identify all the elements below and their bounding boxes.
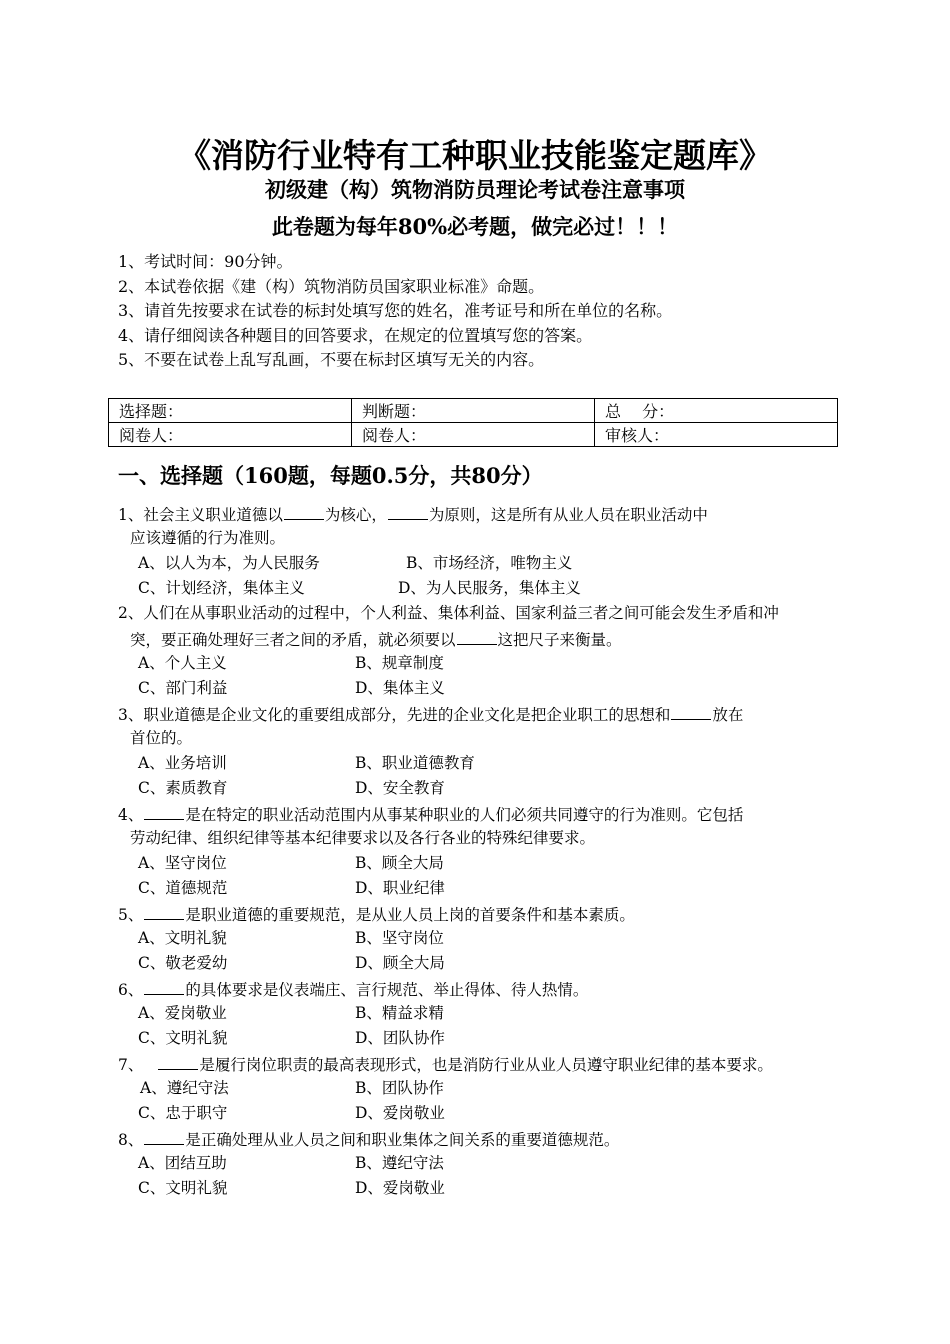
option-c: C、素质教育: [138, 779, 228, 797]
option-row: [118, 1001, 838, 1026]
exam-notes: [118, 250, 672, 373]
note-item: 1、考试时间：90分钟。: [118, 252, 293, 271]
question-list: [118, 501, 838, 1201]
option-row: [118, 551, 838, 576]
document-slogan: 此卷题为每年80%必考题，做完必过！！！: [271, 214, 679, 239]
option-row: [118, 876, 838, 901]
question-stem: 5、 是职业道德的重要规范，是从业人员上岗的首要条件和基本素质。: [118, 901, 838, 926]
option-d: D、顾全大局: [355, 954, 445, 972]
option-d: D、为人民服务，集体主义: [398, 579, 581, 597]
option-row: [118, 576, 838, 601]
score-table-row: [109, 399, 838, 423]
score-cell: 审核人：: [595, 423, 838, 447]
option-a: A、爱岗敬业: [138, 1004, 227, 1022]
question-stem: 1、社会主义职业道德以 为核心， 为原则，这是所有从业人员在职业活动中: [118, 501, 838, 526]
note-item: 5、不要在试卷上乱写乱画，不要在标封区填写无关的内容。: [118, 350, 545, 369]
question-stem: 7、 是履行岗位职责的最高表现形式，也是消防行业从业人员遵守职业纪律的基本要求。: [118, 1051, 838, 1076]
score-table-row: [109, 423, 838, 447]
option-c: C、部门利益: [138, 679, 228, 697]
option-b: B、职业道德教育: [355, 754, 475, 772]
question-stem-continued: 应该遵循的行为准则。: [130, 529, 286, 547]
option-d: D、集体主义: [355, 679, 445, 697]
document-subtitle: 初级建（构）筑物消防员理论考试卷注意事项: [265, 177, 685, 202]
option-c: C、文明礼貌: [138, 1179, 228, 1197]
option-c: C、道德规范: [138, 879, 228, 897]
option-row: [118, 776, 838, 801]
option-row: [118, 676, 838, 701]
option-c: C、忠于职守: [138, 1104, 228, 1122]
score-cell: 选择题：: [109, 399, 352, 423]
question-stem-continued: 首位的。: [130, 729, 193, 747]
note-item: 4、请仔细阅读各种题目的回答要求，在规定的位置填写您的答案。: [118, 325, 593, 345]
option-c: C、计划经济，集体主义: [138, 579, 305, 597]
option-b: B、市场经济，唯物主义: [406, 554, 573, 572]
option-row: [118, 951, 838, 976]
question-stem: 2、人们在从事职业活动的过程中，个人利益、集体利益、国家利益三者之间可能会发生矛盾和冲: [118, 604, 779, 622]
question-stem: 6、 的具体要求是仪表端庄、言行规范、举止得体、待人热情。: [118, 976, 838, 1001]
question-stem: 8、 是正确处理从业人员之间和职业集体之间关系的重要道德规范。: [118, 1126, 838, 1151]
answer-blank: [388, 501, 428, 520]
score-cell: 阅卷人：: [109, 423, 352, 447]
answer-blank: [144, 1126, 184, 1145]
option-row: [118, 1101, 838, 1126]
option-b: B、精益求精: [355, 1004, 444, 1022]
question-stem-continued: 突，要正确处理好三者之间的矛盾，就必须要以 这把尺子来衡量。: [118, 626, 838, 651]
score-table: [108, 398, 838, 447]
question-stem: 4、 是在特定的职业活动范围内从事某种职业的人们必须共同遵守的行为准则。它包括: [118, 801, 838, 826]
note-item: 2、本试卷依据《建（构）筑物消防员国家职业标准》命题。: [118, 276, 545, 296]
option-d: D、安全教育: [355, 779, 445, 797]
option-a: A、坚守岗位: [138, 854, 227, 872]
score-cell: 判断题：: [352, 399, 595, 423]
score-cell: 阅卷人：: [352, 423, 595, 447]
option-d: D、职业纪律: [355, 879, 445, 897]
option-row: [118, 851, 838, 876]
score-cell: 总 分：: [595, 399, 838, 423]
option-row: [118, 1151, 838, 1176]
answer-blank: [144, 976, 184, 995]
option-row: [118, 926, 838, 951]
note-item: 3、请首先按要求在试卷的标封处填写您的姓名，准考证号和所在单位的名称。: [118, 301, 673, 320]
option-d: D、爱岗敬业: [355, 1179, 445, 1197]
option-c: C、文明礼貌: [138, 1029, 228, 1047]
option-b: B、坚守岗位: [355, 929, 444, 947]
option-a: A、团结互助: [138, 1154, 227, 1172]
option-row: [118, 751, 838, 776]
question-stem: 3、职业道德是企业文化的重要组成部分，先进的企业文化是把企业职工的思想和 放在: [118, 701, 838, 726]
option-b: B、团队协作: [355, 1079, 444, 1097]
option-row: [118, 651, 838, 676]
answer-blank: [144, 801, 184, 820]
option-b: B、规章制度: [355, 654, 444, 672]
option-row: [118, 1076, 838, 1101]
answer-blank: [671, 701, 711, 720]
option-row: [118, 1026, 838, 1051]
option-a: A、以人为本，为人民服务: [138, 554, 320, 572]
option-a: A、业务培训: [138, 754, 227, 772]
option-a: A、遵纪守法: [140, 1079, 229, 1097]
document-title: 《消防行业特有工种职业技能鉴定题库》: [178, 136, 772, 175]
answer-blank: [144, 901, 184, 920]
option-b: B、顾全大局: [355, 854, 444, 872]
option-a: A、个人主义: [138, 654, 227, 672]
option-row: [118, 1176, 838, 1201]
option-a: A、文明礼貌: [138, 929, 227, 947]
question-stem-continued: 劳动纪律、组织纪律等基本纪律要求以及各行各业的特殊纪律要求。: [130, 829, 596, 847]
answer-blank: [457, 626, 497, 645]
option-b: B、遵纪守法: [355, 1154, 444, 1172]
answer-blank: [284, 501, 324, 520]
option-d: D、爱岗敬业: [355, 1104, 445, 1122]
answer-blank: [158, 1051, 198, 1070]
option-c: C、敬老爱幼: [138, 954, 228, 972]
option-d: D、团队协作: [355, 1029, 445, 1047]
section-title: 一、选择题（160题，每题0.5分，共80分）: [118, 463, 543, 488]
